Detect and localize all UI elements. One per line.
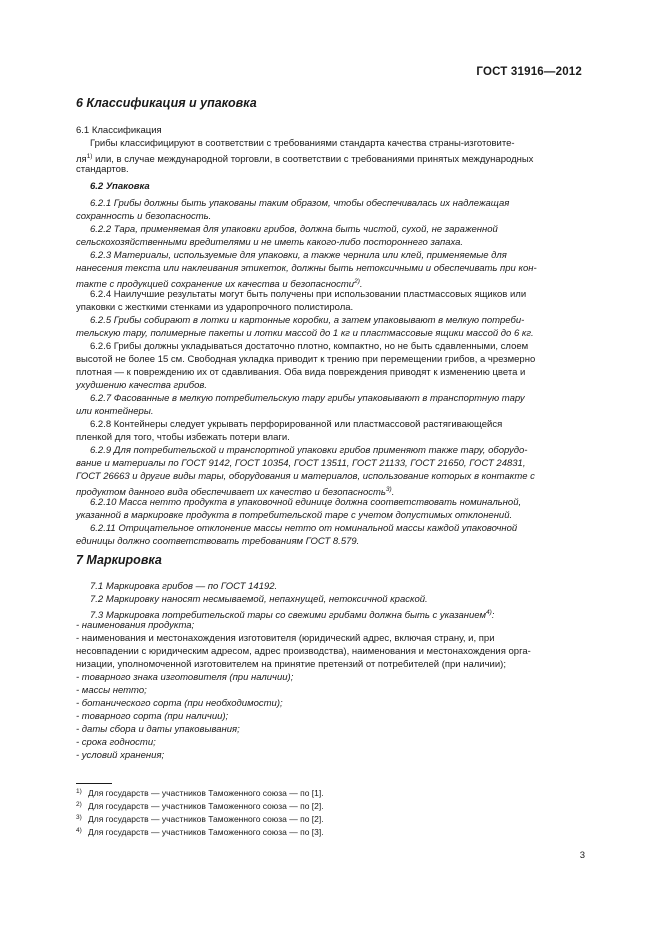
clause-6-2-11-line: 6.2.11 Отрицательное отклонение массы нетто от номинальной массы каждой упаковочной [90, 523, 518, 534]
footnote-ref-4: 4) [486, 609, 492, 616]
marking-list-item: - наименования и местонахождения изготовителя (юридический адрес, включая страну, и, при [76, 633, 495, 644]
marking-list-item: - наименования продукта; [76, 620, 195, 631]
document-code: ГОСТ 31916—2012 [476, 66, 582, 78]
footnote-separator [76, 783, 112, 784]
clause-6-2-7-line: 6.2.7 Фасованные в мелкую потребительскую тару грибы упаковывают в транспортную тару [90, 393, 525, 404]
clause-6-2-2-line: сельскохозяйственными вредителями и не иметь какого-либо постороннего запаха. [76, 237, 464, 248]
clause-6-2-1-line: 6.2.1 Грибы должны быть упакованы таким образом, чтобы обеспечивалась их надлежащая [90, 198, 510, 209]
clause-6-2-3-line: 6.2.3 Материалы, используемые для упаковки, а также чернила или клей, применяемые для [90, 250, 507, 261]
footnote: 4) Для государств — участников Таможенного союза — по [3]. [76, 827, 324, 837]
clause-6-2-9-line: вание и материалы по ГОСТ 9142, ГОСТ 10354, ГОСТ 13511, ГОСТ 21133, ГОСТ 21650, ГОСТ 24831, [76, 458, 526, 469]
clause-6-1-title: 6.1 Классификация [76, 125, 162, 136]
clause-6-2-8-line: 6.2.8 Контейнеры следует укрывать перфорированной или пластмассовой растягивающейся [90, 419, 503, 430]
clause-6-2-6-line: 6.2.6 Грибы должны укладываться достаточно плотно, компактно, но не быть сдавленными, слоем [90, 341, 529, 352]
marking-list-item: - даты сбора и даты упаковывания; [76, 724, 240, 735]
footnote: 3) Для государств — участников Таможенного союза — по [2]. [76, 814, 324, 824]
clause-6-1-line: $ля^{1)}$ или, в случае международной торговли, в соответствии с требованиями принятых международных [76, 153, 534, 165]
clause-6-2-8-line: пленкой для того, чтобы избежать потери влаги. [76, 432, 290, 443]
section-7-heading: 7 Маркировка [76, 553, 162, 567]
clause-6-2-9-line: 6.2.9 Для потребительской и транспортной упаковки грибов применяют также тару, оборудо- [90, 445, 528, 456]
clause-6-2-2-line: 6.2.2 Тара, применяемая для упаковки грибов, должна быть чистой, сухой, не зараженной [90, 224, 498, 235]
marking-list-item: - товарного сорта (при наличии); [76, 711, 229, 722]
clause-6-2-5-line: тельскую тару, полимерные пакеты и лотки массой до 1 кг и пластмассовые ящики массой до 6 кг. [76, 328, 534, 339]
clause-6-2-9-line: ГОСТ 26663 и другие виды тары, оборудования и материалов, использование которых в контакте с [76, 471, 535, 482]
clause-6-2-9-line: продуктом данного вида обеспечивает их качество и безопасность$^{3)}$. [76, 486, 395, 498]
clause-6-2-6-line: ухудшению качества грибов. [76, 380, 208, 391]
clause-6-2-10-line: указанной в маркировке продукта в потребительской таре с учетом допустимых отклонений. [76, 510, 513, 521]
page-number: 3 [579, 850, 585, 861]
footnote-ref-2: 2) [354, 278, 360, 285]
marking-list-item-cont: низации, уполномоченной изготовителем на принятие претензий от потребителей (при наличии); [76, 659, 506, 670]
clause-6-2-1-line: сохранность и безопасность. [76, 211, 212, 222]
clause-6-2-4-line: упаковки с жесткими стенками из ударопрочного полистирола. [76, 302, 354, 313]
section-6-heading: 6 Классификация и упаковка [76, 96, 257, 110]
footnote: 2) Для государств — участников Таможенного союза — по [2]. [76, 801, 324, 811]
marking-list-item: - условий хранения; [76, 750, 165, 761]
marking-list-item: - товарного знака изготовителя (при наличии); [76, 672, 294, 683]
marking-list-item: - ботанического сорта (при необходимости); [76, 698, 283, 709]
clause-7-1: 7.1 Маркировка грибов — по ГОСТ 14192. [90, 581, 278, 592]
clause-6-2-7-line: или контейнеры. [76, 406, 154, 417]
marking-list-item-cont: несовпадении с юридическим адресом, адрес производства), наименования и местонахождения орга- [76, 646, 531, 657]
footnote: 1) Для государств — участников Таможенного союза — по [1]. [76, 788, 324, 798]
clause-6-1-line: Грибы классифицируют в соответствии с требованиями стандарта качества страны-изготовите- [90, 138, 515, 149]
clause-6-2-title: 6.2 Упаковка [90, 181, 150, 192]
clause-6-2-4-line: 6.2.4 Наилучшие результаты могут быть получены при использовании пластмассовых ящиков или [90, 289, 527, 300]
clause-6-1-line: стандартов. [76, 164, 129, 175]
clause-7-3: 7.3 Маркировка потребительской тары со свежими грибами должна быть с указанием$^{4)}$: [90, 609, 495, 621]
footnote-ref-1: 1) [86, 153, 93, 160]
clause-6-2-6-line: плотная — к повреждению их от сдавливания. Оба вида повреждения приводят к изменению цвета и [76, 367, 526, 378]
marking-list-item: - срока годности; [76, 737, 156, 748]
clause-6-2-3-line: такте с продукцией сохранение их качества и безопасности$^{2)}$. [76, 278, 363, 290]
footnote-ref-3: 3) [385, 486, 392, 493]
clause-6-2-11-line: единицы должно соответствовать требованиям ГОСТ 8.579. [76, 536, 360, 547]
clause-6-2-5-line: 6.2.5 Грибы собирают в лотки и картонные коробки, а затем упаковывают в мелкую потреби- [90, 315, 525, 326]
clause-7-2: 7.2 Маркировку наносят несмываемой, непахнущей, нетоксичной краской. [90, 594, 428, 605]
clause-6-2-6-line: высотой не более 15 см. Свободная укладка приводит к трению при перемещении грибов, а чрезмерно [76, 354, 536, 365]
clause-6-2-10-line: 6.2.10 Масса нетто продукта в упаковочной единице должна соответствовать номинальной, [90, 497, 522, 508]
marking-list-item: - массы нетто; [76, 685, 147, 696]
clause-6-2-3-line: нанесения текста или наклеивания этикеток, должны быть нетоксичными и обеспечивать при кон- [76, 263, 537, 274]
